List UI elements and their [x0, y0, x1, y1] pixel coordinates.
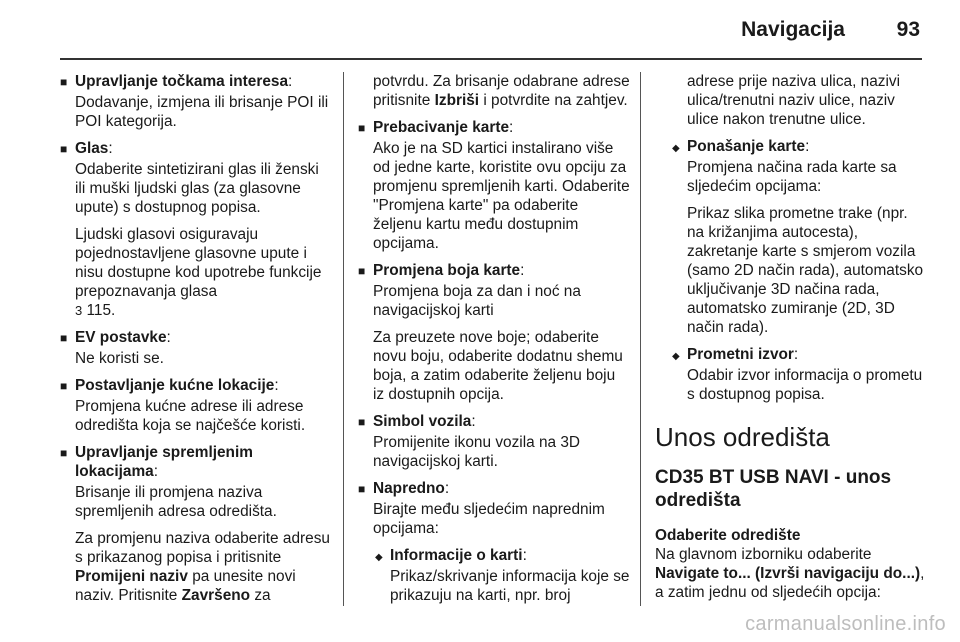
list-item-map-colors: ■ Promjena boja karte:	[358, 262, 525, 279]
list-item-advanced: ■ Napredno:	[358, 480, 450, 497]
page-reference: 115.	[86, 302, 116, 319]
item-description: Promjena kućne adrese ili adrese odredišta koja se najčešće koristi.	[75, 398, 306, 434]
page-reference-icon: 3	[75, 303, 83, 318]
diamond-bullet-icon: ◆	[672, 143, 680, 154]
item-description: Za promjenu naziva odaberite adresu s prikazanog popisa i pritisnite Promijeni naziv pa unesite novi naziv. Pritisnite Završeno za	[75, 530, 330, 604]
item-description: Dodavanje, izmjena ili brisanje POI ili POI kategorija.	[75, 94, 329, 130]
column-3	[655, 72, 927, 602]
item-description: Ne koristi se.	[75, 350, 164, 367]
square-bullet-icon: ■	[358, 415, 366, 429]
sub-item-description: Odabir izvor informacija o prometu s dostupnog popisa.	[687, 367, 923, 403]
square-bullet-icon: ■	[60, 142, 68, 156]
item-description: Promijenite ikonu vozila na 3D navigacijskoj karti.	[373, 434, 581, 470]
continued-text: potvrdu. Za brisanje odabrane adrese pritisnite Izbriši i potvrdite na zahtjev.	[373, 73, 630, 109]
diamond-bullet-icon: ◆	[672, 351, 680, 362]
column-divider-1	[343, 72, 344, 606]
square-bullet-icon: ■	[358, 264, 366, 278]
section-heading: Unos odredišta	[655, 422, 830, 452]
page-header	[0, 0, 960, 60]
column-divider-2	[640, 72, 641, 606]
watermark: carmanualsonline.info	[745, 613, 946, 635]
sub-item-map-info: ◆ Informacije o karti:	[358, 546, 630, 565]
column-2	[358, 72, 630, 613]
subsection-heading: CD35 BT USB NAVI - unos odredišta	[655, 467, 892, 511]
list-item-voice: ■ Glas:	[60, 140, 113, 157]
paragraph-heading: Odaberite odredište	[655, 527, 801, 544]
sub-item-map-behaviour: ◆ Ponašanje karte:	[655, 137, 927, 156]
list-item-ev: ■ EV postavke:	[60, 329, 171, 346]
square-bullet-icon: ■	[60, 446, 68, 460]
square-bullet-icon: ■	[358, 482, 366, 496]
sub-item-description: Prikaz/skrivanje informacija koje se prikazuju na karti, npr. broj	[390, 568, 630, 604]
item-description: Odaberite sintetizirani glas ili ženski ili muški ljudski glas (za glasovne upute) s dostupnog popisa.	[75, 161, 319, 216]
column-1	[60, 72, 332, 613]
body-text: Na glavnom izborniku odaberite Navigate to... (Izvrši navigaciju do...), a zatim jednu od sljedećih opcija:	[655, 546, 925, 601]
page-number: 93	[896, 18, 920, 41]
item-description: Birajte među sljedećim naprednim opcijama:	[373, 501, 605, 537]
section-title: Navigacija	[741, 18, 845, 41]
sub-item-description: Prikaz slika prometne trake (npr. na križanjima autocesta), zakretanje karte s smjerom vozila (samo 2D način rada), automatsko uključivanje 3D načina rada, automatsko zumiranje (2D, 3D način rada).	[687, 205, 924, 336]
list-item-saved: ■ Upravljanje spremljenim lokacijama:	[60, 444, 253, 480]
square-bullet-icon: ■	[60, 331, 68, 345]
list-item-vehicle-symbol: ■ Simbol vozila:	[358, 413, 476, 430]
list-item-map-switch: ■ Prebacivanje karte:	[358, 119, 514, 136]
sub-item-description: Promjena načina rada karte sa sljedećim opcijama:	[687, 159, 897, 195]
sub-item-traffic-source: ◆ Prometni izvor:	[655, 345, 927, 364]
item-description: Promjena boja za dan i noć na navigacijskoj karti	[373, 283, 581, 319]
header-divider	[60, 58, 922, 60]
item-description: Ljudski glasovi osiguravaju pojednostavljene glasovne upute i nisu dostupne kod upotrebe funkcije prepoznavanja glasa 3 115.	[75, 226, 322, 319]
item-description: Za preuzete nove boje; odaberite novu boju, odaberite dodatnu shemu boja, a zatim odaberite željenu boju iz dostupnih opcija.	[373, 329, 623, 403]
item-description: Ako je na SD kartici instalirano više od jedne karte, koristite ovu opciju za promjenu spremljenih karti. Odaberite "Promjena karte" pa odaberite željenu kartu među dostupnim opcijama.	[373, 140, 630, 252]
list-item-poi: ■ Upravljanje točkama interesa:	[60, 73, 293, 90]
item-description: Brisanje ili promjena naziva spremljenih adresa odredišta.	[75, 484, 277, 520]
continued-text: adrese prije naziva ulica, nazivi ulica/trenutni naziv ulice, naziv ulice nakon trenutne ulice.	[687, 73, 901, 128]
square-bullet-icon: ■	[60, 75, 68, 89]
square-bullet-icon: ■	[60, 379, 68, 393]
square-bullet-icon: ■	[358, 121, 366, 135]
diamond-bullet-icon: ◆	[375, 552, 383, 563]
list-item-home: ■ Postavljanje kućne lokacije:	[60, 377, 279, 394]
